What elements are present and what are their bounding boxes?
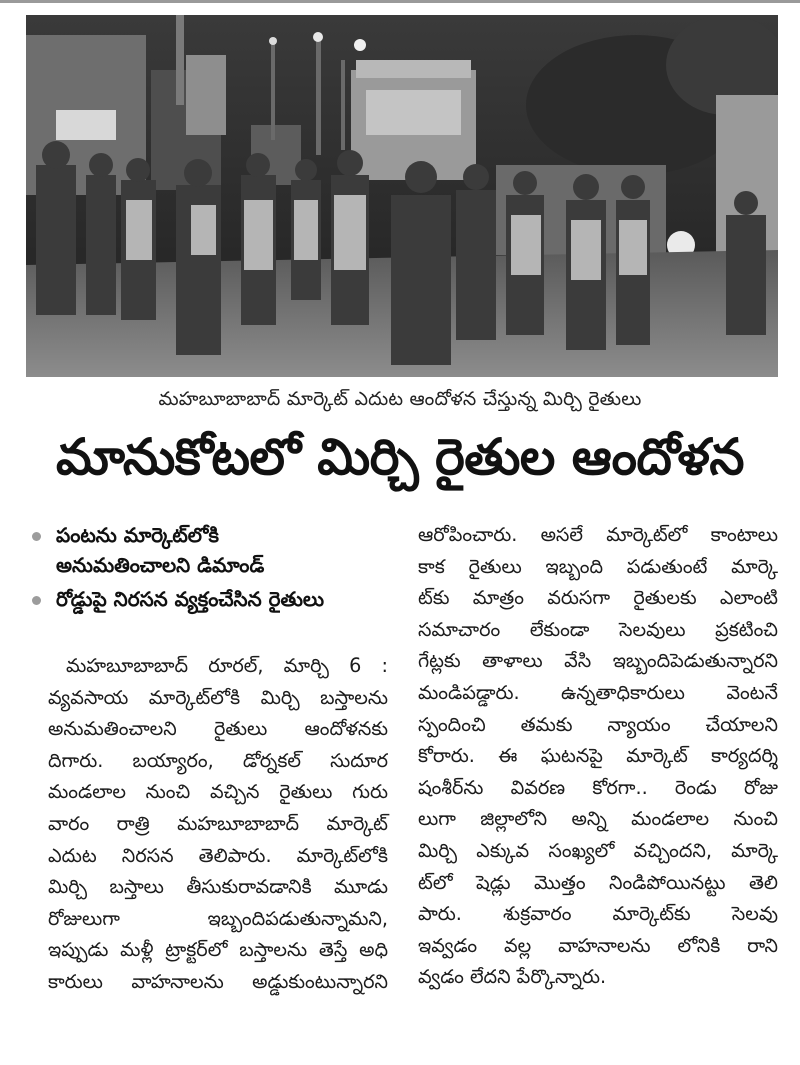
article-line: మిర్చి బస్తాలు తీసుకురావడానికి మూడు: [48, 875, 388, 899]
article-line: దిగారు. బయ్యారం, డోర్నకల్ సుదూర: [48, 748, 388, 772]
article-line: మహబూబాబాద్ రూరల్, మార్చి 6 :: [66, 654, 388, 677]
headline: మానుకోటలో మిర్చి రైతుల ఆందోళన: [56, 428, 744, 486]
photo-caption: మహబూబాబాద్ మార్కెట్ ఎదుట ఆందోళన చేస్తున్న మిర్చి రైతులు: [158, 388, 642, 410]
highlight-line: అనుమతించాలని డిమాండ్: [56, 553, 265, 577]
article-line: వ్వడం లేదని పేర్కొన్నారు.: [418, 965, 607, 989]
article-line: షంశీర్‌ను వివరణ కోరగా.. రెండు రోజు: [418, 775, 778, 799]
article-column-left: [48, 650, 388, 998]
night-protest-photo-icon: [26, 15, 778, 377]
highlight-line: పంటను మార్కెట్‌లోకి: [56, 523, 219, 547]
highlight-item: [26, 584, 406, 614]
article-line: ఇవ్వడం వల్ల వాహనాలను లోనికి రాని: [418, 933, 778, 957]
highlight-line: రోడ్డుపై నిరసన వ్యక్తంచేసిన రైతులు: [56, 587, 325, 611]
article-line: మండలాల నుంచి వచ్చిన రైతులు గురు: [48, 780, 388, 804]
article-line: ఎదుట నిరసన తెలిపారు. మార్కెట్‌లోకి: [48, 843, 388, 867]
article-line: గేట్లకు తాళాలు వేసి ఇబ్బందిపెడుతున్నారని: [418, 649, 778, 673]
news-photo: [26, 15, 778, 377]
article-line: వారం రాత్రి మహబూబాబాద్ మార్కెట్: [48, 811, 388, 835]
article-line: సమాచారం లేకుండా సెలవులు ప్రకటించి: [418, 617, 778, 641]
bullet-icon: [32, 532, 41, 541]
article-line: రోజులుగా ఇబ్బందిపడుతున్నామని,: [48, 906, 388, 930]
article-line: అనుమతించాలని రైతులు ఆందోళనకు: [48, 717, 388, 741]
article-line: వ్యవసాయ మార్కెట్‌లోకి మిర్చి బస్తాలను: [48, 685, 388, 709]
article-line: ఆరోపించారు. అసలే మార్కెట్‌లో కాంటాలు: [418, 523, 778, 546]
article-line: ట్‌కు మాత్రం వరుసగా రైతులకు ఎలాంటి: [418, 586, 778, 610]
article-line: ట్‌లో షెడ్లు మొత్తం నిండిపోయినట్టు తెలి: [418, 870, 778, 894]
article-line: కారులు వాహనాలను అడ్డుకుంటున్నారని: [48, 969, 388, 993]
highlights: [26, 520, 406, 614]
highlight-item: [26, 520, 406, 580]
article-column-right: [418, 519, 778, 993]
article-line: మిర్చి ఎక్కువ సంఖ్యలో వచ్చిందని, మార్కె: [418, 838, 778, 862]
article-line: లుగా జిల్లాలోని అన్ని మండలాల నుంచి: [418, 807, 778, 831]
article-line: మండిపడ్డారు. ఉన్నతాధికారులు వెంటనే: [418, 680, 778, 704]
top-rule: [0, 0, 800, 3]
bullet-icon: [32, 596, 41, 605]
article-line: కాక రైతులు ఇబ్బంది పడుతుంటే మార్కె: [418, 554, 778, 578]
article-line: ఇప్పుడు మళ్లీ ట్రాక్టర్‌లో బస్తాలను తెస్తే అధి: [48, 938, 388, 962]
article-line: స్పందించి తమకు న్యాయం చేయాలని: [418, 712, 778, 736]
article-line: కోరారు. ఈ ఘటనపై మార్కెట్ కార్యదర్శి: [418, 744, 778, 768]
article-line: పారు. శుక్రవారం మార్కెట్‌కు సెలవు: [418, 902, 778, 926]
